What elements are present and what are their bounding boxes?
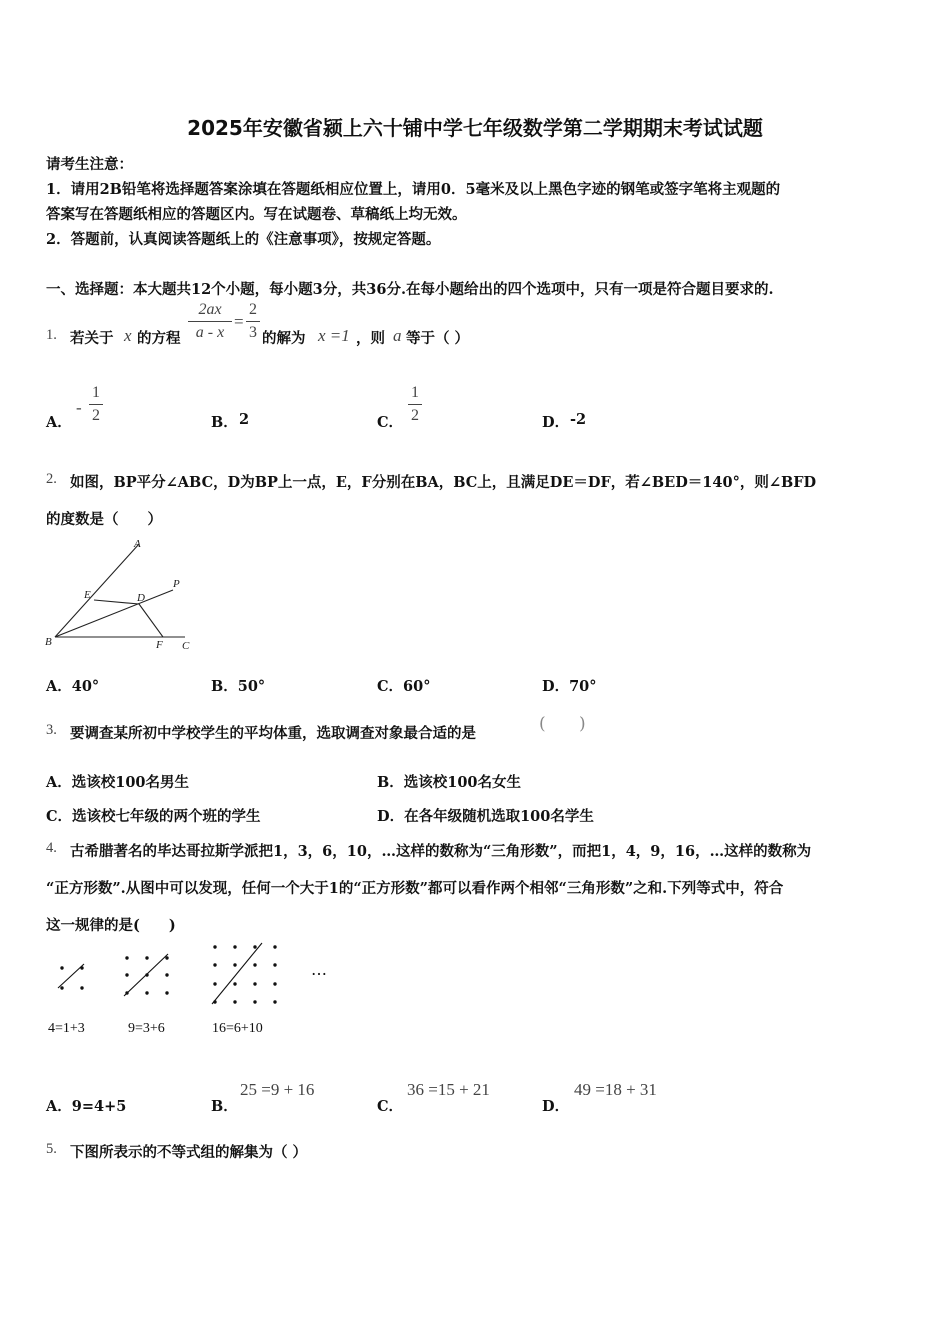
- q4-caption-1: 4=1+3: [48, 1021, 85, 1036]
- q1-solution: x =1: [318, 326, 350, 345]
- notice-line-1b: 答案写在答题纸相应的答题区内。写在试题卷、草稿纸上均无效。: [46, 206, 467, 223]
- q4-line-2: “正方形数”.从图中可以发现，任何一个大于1的“正方形数”都可以看作两个相邻“三角形数”之和.下列等式中，符合: [46, 880, 784, 897]
- option-d[interactable]: D．70°: [542, 678, 597, 695]
- q1-text-3: 的解为: [262, 330, 306, 347]
- ray-ba: [55, 544, 139, 637]
- q3-paren-left: (: [539, 714, 546, 734]
- option-c[interactable]: C．60°: [377, 678, 431, 695]
- q4-line-1: 古希腊著名的毕达哥拉斯学派把1，3，6，10，…这样的数称为“三角形数”，而把1，4，9，16，…这样的数称为: [70, 843, 812, 860]
- q1-rhs-numerator: 2: [249, 301, 257, 318]
- label-d: D: [137, 592, 145, 604]
- q3-paren-right: ): [579, 714, 586, 734]
- label-a: A: [134, 538, 141, 550]
- q1-var-a: a: [393, 326, 402, 345]
- option-a-label[interactable]: A．: [46, 414, 72, 431]
- q1-equals: =: [234, 312, 244, 331]
- option-c-label[interactable]: C．: [377, 1098, 404, 1115]
- page-title: 2025年安徽省颍上六十铺中学七年级数学第二学期期末考试试题: [187, 116, 763, 140]
- q4-caption-3: 16=6+10: [212, 1021, 263, 1036]
- q1-text-5: 等于（ ）: [406, 330, 470, 347]
- ray-bp: [55, 590, 173, 637]
- question-number: 1.: [46, 327, 57, 343]
- q2-line-1: 如图，BP平分∠ABC，D为BP上一点，E，F分别在BA，BC上，且满足DE＝DF，若∠BED＝140°，则∠BFD: [70, 474, 817, 491]
- option-b-label[interactable]: B．: [211, 1098, 238, 1115]
- option-c[interactable]: C．选该校七年级的两个班的学生: [46, 808, 261, 825]
- option-d-label[interactable]: D．: [542, 1098, 570, 1115]
- label-p: P: [173, 578, 180, 590]
- question-number: 2.: [46, 471, 57, 487]
- section-heading: 一、选择题：本大题共12个小题，每小题3分，共36分.在每小题给出的四个选项中，只有一项是符合题目要求的.: [46, 281, 774, 298]
- option-a[interactable]: A．40°: [46, 678, 100, 695]
- option-c-denominator: 2: [411, 407, 419, 424]
- q1-equation-fraction: [188, 300, 232, 343]
- option-d[interactable]: 49 =18 + 31: [574, 1080, 657, 1099]
- label-b: B: [45, 636, 52, 648]
- question-number: 3.: [46, 722, 57, 738]
- segment-de: [94, 600, 139, 604]
- option-a-sign: -: [76, 398, 82, 417]
- option-b-label[interactable]: B．: [211, 414, 238, 431]
- q1-frac-denominator: a - x: [195, 324, 225, 341]
- option-a-denominator: 2: [92, 407, 100, 424]
- q4-dot-figures: [40, 938, 340, 1008]
- option-d[interactable]: D．在各年级随机选取100名学生: [377, 808, 594, 825]
- notice-line-2: 2．答题前，认真阅读答题纸上的《注意事项》，按规定答题。: [46, 231, 441, 248]
- q1-text-1: 若关于: [70, 330, 114, 347]
- label-c: C: [182, 640, 190, 652]
- q1-text-4: ，则: [356, 330, 385, 347]
- option-a-numerator: 1: [92, 384, 100, 401]
- label-e: E: [84, 589, 91, 601]
- q3-text: 要调查某所初中学校学生的平均体重，选取调查对象最合适的是: [70, 725, 476, 742]
- option-c-fraction: [408, 383, 422, 426]
- q2-line-2: 的度数是（ ）: [46, 511, 162, 528]
- q1-rhs-fraction: [246, 300, 260, 343]
- option-b[interactable]: 2: [239, 411, 250, 428]
- question-number: 5.: [46, 1141, 57, 1157]
- q1-text-2: 的方程: [137, 330, 181, 347]
- option-a[interactable]: A．9=4+5: [46, 1098, 127, 1115]
- option-a-fraction: [89, 383, 103, 426]
- q1-rhs-denominator: 3: [249, 324, 257, 341]
- option-c-label[interactable]: C．: [377, 414, 404, 431]
- segment-df: [139, 604, 163, 637]
- q1-frac-numerator: 2ax: [198, 301, 222, 318]
- option-c-numerator: 1: [411, 384, 419, 401]
- notice-line-1a: 1．请用2B铅笔将选择题答案涂填在答题纸相应位置上，请用0．5毫米及以上黑色字迹的钢笔或签字笔将主观题的: [46, 181, 781, 198]
- q4-ellipsis: …: [311, 960, 327, 979]
- option-d[interactable]: -2: [570, 411, 587, 428]
- option-b[interactable]: B．50°: [211, 678, 266, 695]
- option-d-label[interactable]: D．: [542, 414, 570, 431]
- option-c[interactable]: 36 =15 + 21: [407, 1080, 490, 1099]
- q1-var-x: x: [124, 326, 132, 345]
- option-b[interactable]: B．选该校100名女生: [377, 774, 522, 791]
- option-a[interactable]: A．选该校100名男生: [46, 774, 190, 791]
- notice-heading: 请考生注意：: [46, 156, 133, 173]
- q4-caption-2: 9=3+6: [128, 1021, 165, 1036]
- q5-text: 下图所表示的不等式组的解集为（ ）: [70, 1144, 308, 1161]
- q2-geometry-figure: [40, 530, 200, 655]
- label-f: F: [156, 639, 163, 651]
- question-number: 4.: [46, 840, 57, 856]
- q4-line-3: 这一规律的是( ): [46, 917, 176, 934]
- option-b[interactable]: 25 =9 + 16: [240, 1080, 315, 1099]
